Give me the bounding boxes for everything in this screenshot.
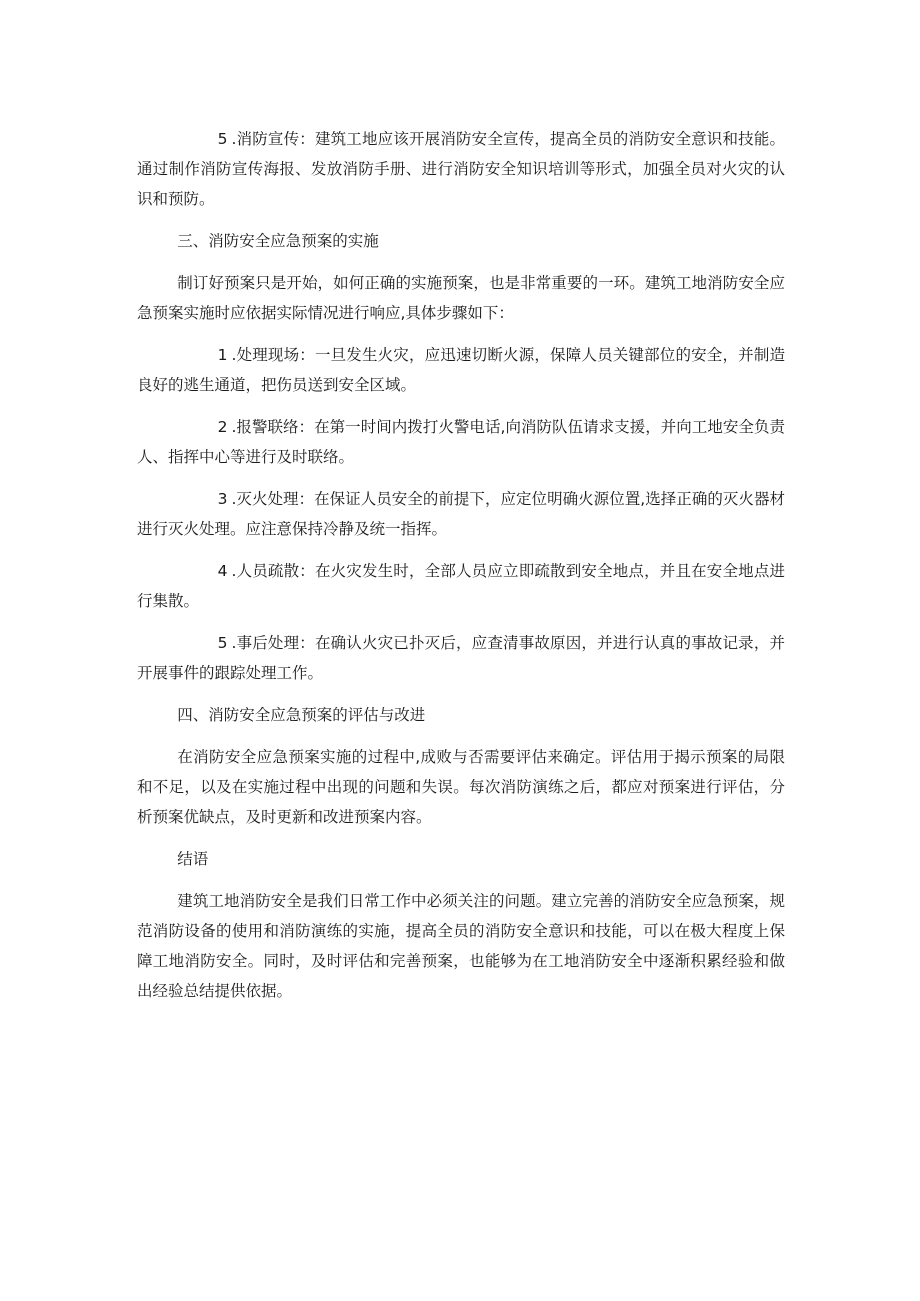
item-number: 3 [217, 490, 228, 508]
section-heading-evaluation: 四、消防安全应急预案的评估与改进 [177, 706, 426, 724]
item-text: .处理现场：一旦发生火灾，应迅速切断火源，保障人员关键部位的安全，并制造良好的逃生通道，把伤员送到安全区域。 [137, 346, 785, 394]
item-text: .报警联络：在第一时间内拨打火警电话,向消防队伍请求支援，并向工地安全负责人、指挥中心等进行及时联络。 [137, 418, 785, 466]
item-number: 5 [217, 130, 228, 148]
section-heading-conclusion: 结语 [177, 850, 209, 868]
list-item-evacuation [137, 556, 785, 616]
list-item-aftermath [137, 628, 785, 688]
list-item-scene-handling [137, 340, 785, 400]
item-number: 2 [217, 418, 228, 436]
body-paragraph-evaluation: 在消防安全应急预案实施的过程中,成败与否需要评估来确定。评估用于揭示预案的局限和不足，以及在实施过程中出现的问题和失误。每次消防演练之后，都应对预案进行评估，分析预案优缺点，及时更新和改进预案内容。 [137, 748, 785, 826]
item-number: 1 [217, 346, 228, 364]
section-heading-implementation: 三、消防安全应急预案的实施 [177, 232, 379, 250]
item-text: .消防宣传：建筑工地应该开展消防安全宣传，提高全员的消防安全意识和技能。通过制作消防宣传海报、发放消防手册、进行消防安全知识培训等形式，加强全员对火灾的认识和预防。 [137, 130, 785, 208]
item-text: .灭火处理：在保证人员安全的前提下，应定位明确火源位置,选择正确的灭火器材进行灭火处理。应注意保持冷静及统一指挥。 [137, 490, 785, 538]
body-paragraph-implementation-intro: 制订好预案只是开始，如何正确的实施预案，也是非常重要的一环。建筑工地消防安全应急预案实施时应依据实际情况进行响应,具体步骤如下： [137, 274, 785, 322]
list-item-fire-extinguishing [137, 484, 785, 544]
item-text: .人员疏散：在火灾发生时，全部人员应立即疏散到安全地点，并且在安全地点进行集散。 [137, 562, 785, 610]
item-number: 5 [217, 634, 228, 652]
list-item-alarm-contact [137, 412, 785, 472]
item-number: 4 [217, 562, 228, 580]
item-text: .事后处理：在确认火灾已扑灭后，应查清事故原因，并进行认真的事故记录，并开展事件的跟踪处理工作。 [137, 634, 785, 682]
document-body [137, 124, 785, 1018]
body-paragraph-conclusion: 建筑工地消防安全是我们日常工作中必须关注的问题。建立完善的消防安全应急预案，规范消防设备的使用和消防演练的实施，提高全员的消防安全意识和技能，可以在极大程度上保障工地消防安全。同时，及时评估和完善预案，也能够为在工地消防安全中逐渐积累经验和做出经验总结提供依据。 [137, 892, 785, 1000]
list-item-publicity [137, 124, 785, 214]
